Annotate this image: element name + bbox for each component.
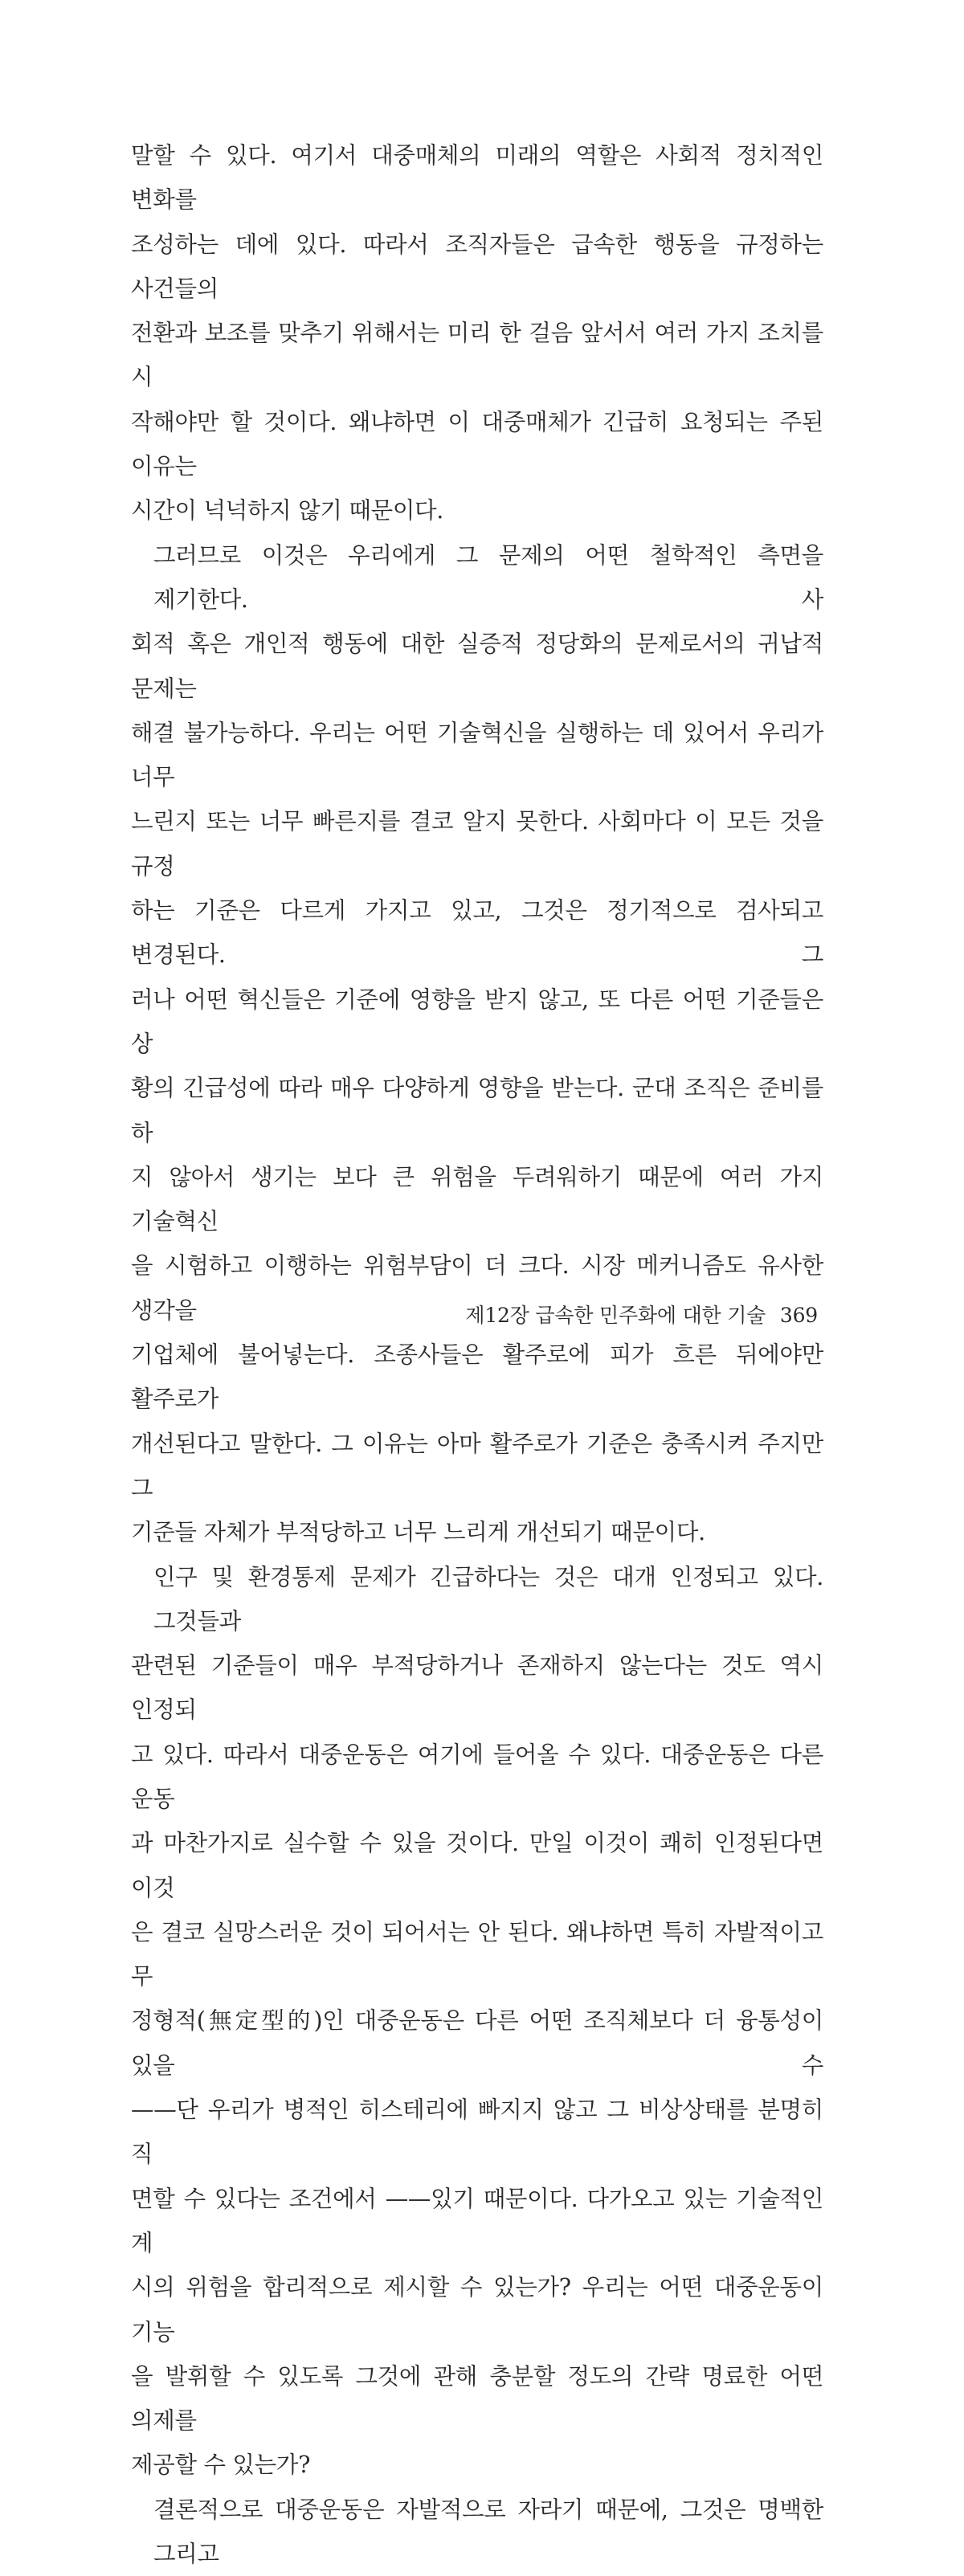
- text-line: 작해야만 할 것이다. 왜냐하면 이 대중매체가 긴급히 요청되는 주된 이유는: [131, 408, 823, 480]
- text-line: 과 마찬가지로 실수할 수 있을 것이다. 만일 이것이 쾌히 인정된다면 이것: [131, 1830, 823, 1901]
- running-footer: [465, 1300, 818, 1329]
- text-line: 전환과 보조를 맞추기 위해서는 미리 한 걸음 앞서서 여러 가지 조치를 시: [131, 320, 823, 391]
- text-line: 을 발휘할 수 있도록 그것에 관해 충분할 정도의 간략 명료한 어떤 의제를: [131, 2362, 823, 2435]
- text-line: 러나 어떤 혁신들은 기준에 영향을 받지 않고, 또 다른 어떤 기준들은 상: [131, 986, 823, 1057]
- text-line: 관련된 기준들이 매우 부적당하거나 존재하지 않는다는 것도 역시 인정되: [131, 1652, 823, 1724]
- paragraph: [131, 2488, 823, 2576]
- text-line: 해결 불가능하다. 우리는 어떤 기술혁신을 실행하는 데 있어서 우리가 너무: [131, 719, 823, 791]
- text-line: 고 있다. 따라서 대중운동은 여기에 들어올 수 있다. 대중운동은 다른 운동: [131, 1741, 823, 1812]
- text-line: 시의 위험을 합리적으로 제시할 수 있는가? 우리는 어떤 대중운동이 기능: [131, 2274, 823, 2345]
- text-line: 면할 수 있다는 조건에서 ——있기 때문이다. 다가오고 있는 기술적인 계: [131, 2185, 823, 2256]
- text-line: 을 시험하고 이행하는 위험부담이 더 크다. 시장 메커니즘도 유사한 생각을: [131, 1252, 823, 1324]
- text-line: 지 않아서 생기는 보다 큰 위험을 두려워하기 때문에 여러 가지 기술혁신: [131, 1163, 823, 1235]
- text-line: 말할 수 있다. 여기서 대중매체의 미래의 역할은 사회적 정치적인 변화를: [131, 142, 823, 214]
- text-line: 그러므로 이것은 우리에게 그 문제의 어떤 철학적인 측면을 제기한다. 사: [153, 541, 823, 613]
- text-line: 느린지 또는 너무 빠른지를 결코 알지 못한다. 사회마다 이 모든 것을 규정: [131, 808, 823, 880]
- paragraph: [131, 533, 823, 1555]
- text-line: 결론적으로 대중운동은 자발적으로 자라기 때문에, 그것은 명백한 그리고: [153, 2496, 823, 2568]
- text-line: 조성하는 데에 있다. 따라서 조직자들은 급속한 행동을 규정하는 사건들의: [131, 231, 823, 302]
- paragraph: [131, 133, 823, 533]
- text-line: 시간이 넉넉하지 않기 때문이다.: [131, 497, 444, 525]
- text-line: 개선된다고 말한다. 그 이유는 아마 활주로가 기준은 충족시켜 주지만 그: [131, 1430, 823, 1501]
- text-line: 회적 혹은 개인적 행동에 대한 실증적 정당화의 문제로서의 귀납적 문제는: [131, 631, 823, 702]
- body-text: [131, 133, 823, 2576]
- paragraph: [131, 1555, 823, 2488]
- text-line: 기준들 자체가 부적당하고 너무 느리게 개선되기 때문이다.: [131, 1519, 705, 1546]
- text-line: ——단 우리가 병적인 히스테리에 빠지지 않고 그 비상상태를 분명히 직: [131, 2096, 823, 2168]
- text-line: 기업체에 불어넣는다. 조종사들은 활주로에 피가 흐른 뒤에야만 활주로가: [131, 1341, 823, 1413]
- text-line: 인구 및 환경통제 문제가 긴급하다는 것은 대개 인정되고 있다. 그것들과: [153, 1563, 823, 1635]
- text-line: 황의 긴급성에 따라 매우 다양하게 영향을 받는다. 군대 조직은 준비를 하: [131, 1075, 823, 1146]
- chapter-title: 제12장 급속한 민주화에 대한 기술: [465, 1304, 766, 1327]
- text-line: 하는 기준은 다르게 가지고 있고, 그것은 정기적으로 검사되고 변경된다. 그: [131, 897, 823, 969]
- page-number: 369: [779, 1304, 818, 1327]
- text-line: 은 결코 실망스러운 것이 되어서는 안 된다. 왜냐하면 특히 자발적이고 무: [131, 1918, 823, 1990]
- text-line: 제공할 수 있는가?: [131, 2451, 311, 2479]
- text-line: 정형적(無定型的)인 대중운동은 다른 어떤 조직체보다 더 융통성이 있을 수: [131, 2007, 823, 2079]
